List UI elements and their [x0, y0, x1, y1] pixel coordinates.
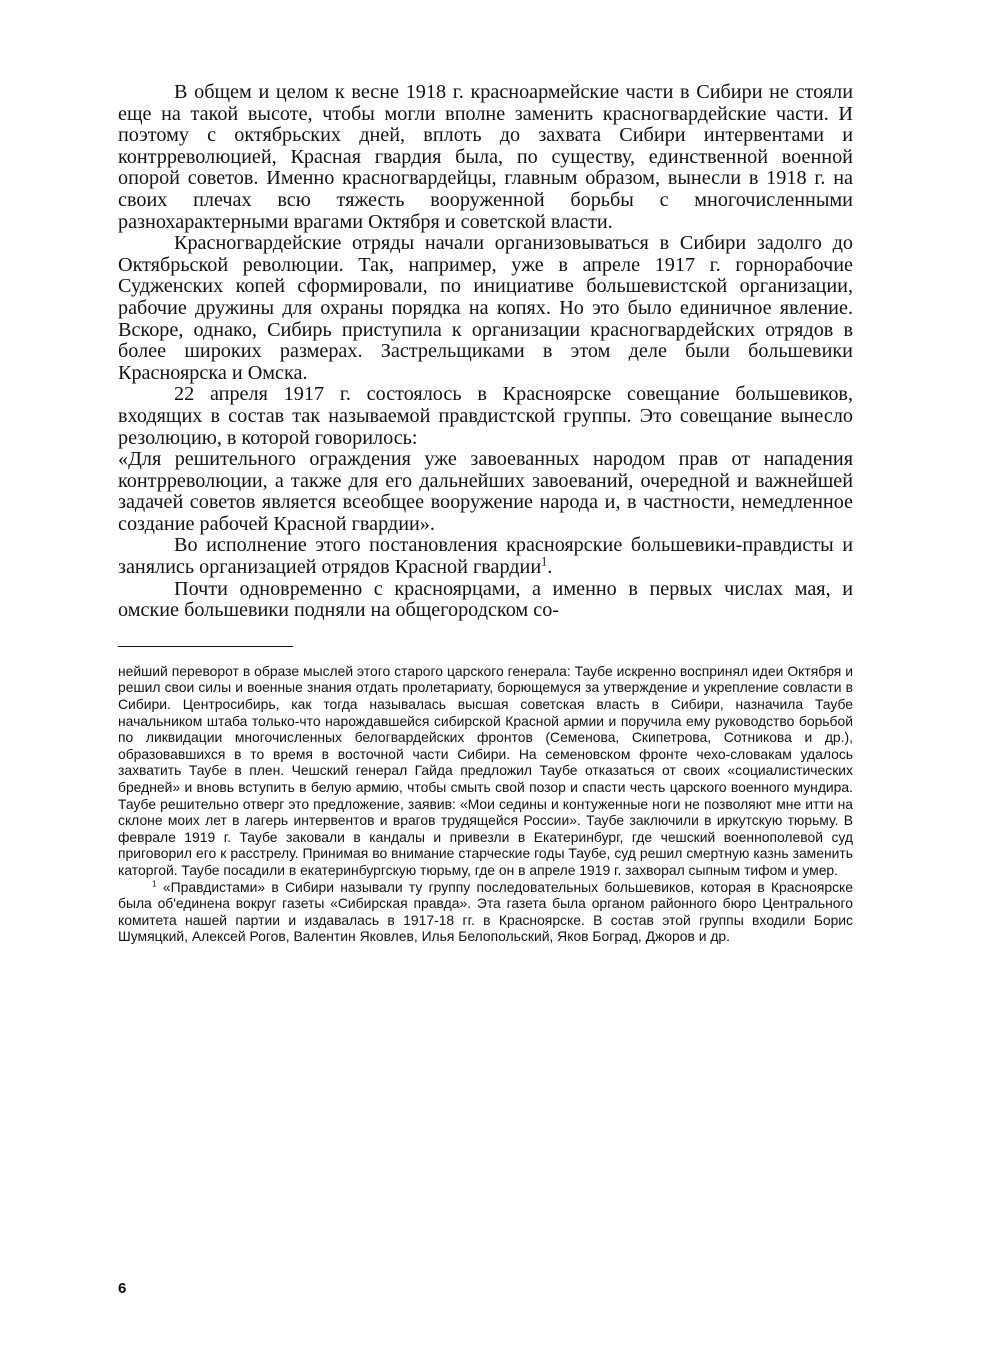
footnote-continuation: нейший переворот в образе мыслей этого старого царского генерала: Таубе искренно воспринял идеи Октября и решил свои силы и военные знания отдать пролетариату, борющемуся за утверждение и укрепление совласти в Сибири. Центросибирь, как тогда называлась высшая советская власть в Сибири, назначила Таубе начальником штаба только-что нарождавшейся сибирской Красной армии и поручила ему руководство борьбой по ликвидации многочисленных белогвардейских фронтов (Семенова, Скипетрова, Сотникова и др.), образовавшихся в то время в восточной части Сибири. На семеновском фронте чехо-словакам удалось захватить Таубе в плен. Чешский генерал Гайда предложил Таубе отказаться от своих «социалистических бредней» и вновь вступить в белую армию, чтобы смыть свой позор и спасти честь царского военного мундира. Таубе решительно отверг это предложение, заявив: «Мои седины и контуженные ноги не позволяют мне итти на склоне моих лет в лагерь интервентов и врагов трудящейся России». Таубе заключили в иркутскую тюрьму. В феврале 1919 г. Таубе заковали в кандалы и привезли в Екатеринбург, где чешский военнополевой суд приговорил его к расстрелу. Принимая во внимание старческие годы Таубе, суд решил смертную казнь заменить каторгой. Таубе посадили в екатеринбургскую тюрьму, где он в апреле 1919 г. захворал сыпным тифом и умер.: [118, 662, 853, 878]
paragraph-5: Почти одновременно с красноярцами, а именно в первых числах мая, и омские большевики подняли на общегородском со-: [118, 577, 853, 622]
page-number: 6: [118, 1280, 127, 1297]
footnote-ref: 1: [541, 554, 548, 569]
page-content: [118, 82, 853, 945]
paragraph-4: Во исполнение этого постановления красноярские большевики-правдисты и занялись организацией отрядов Красной гвардии$^1$.: [118, 534, 853, 579]
footnotes: [118, 663, 853, 945]
paragraph-3: 22 апреля 1917 г. состоялось в Красноярске совещание большевиков, входящих в состав так называемой правдистской группы. Это совещание вынесло резолюцию, в которой говорилось:: [118, 383, 853, 449]
paragraph-4-text: Во исполнение этого постановления красноярские большевики-правдисты и занялись организацией отрядов Красной гвардии: [118, 534, 853, 579]
main-text: [118, 82, 853, 622]
footnote-1-text: «Правдистами» в Сибири называли ту группу последовательных большевиков, которая в Красноярске была об'единена вокруг газеты «Сибирская правда». Эта газета была органом районного бюро Центрального комитета нашей партии и издавалась в 1917-18 гг. в Красноярске. В состав этой группы входили Борис Шумяцкий, Алексей Рогов, Валентин Яковлев, Илья Белопольский, Яков Боград, Джоров и др.: [118, 878, 853, 945]
paragraph-1: В общем и целом к весне 1918 г. красноармейские части в Сибири не стояли еще на такой высоте, чтобы могли вполне заменить красногвардейские части. И поэтому с октябрьских дней, вплоть до захвата Сибири интервентами и контрреволюцией, Красная гвардия была, по существу, единственной военной опорой советов. Именно красногвардейцы, главным образом, вынесли в 1918 г. на своих плечах всю тяжесть вооруженной борьбы с многочисленными разнохарактерными врагами Октября и советской власти.: [118, 81, 853, 233]
quote-resolution: «Для решительного ограждения уже завоеванных народом прав от нападения контрреволюции, а также для его дальнейших завоеваний, очередной и важнейшей задачей советов является всеобщее вооружение народа и, в частности, немедленное создание рабочей Красной гвардии».: [118, 448, 853, 535]
footnote-divider: [118, 646, 293, 647]
footnote-mark: 1: [152, 877, 157, 888]
footnote-1: [118, 879, 853, 945]
paragraph-2: Красногвардейские отряды начали организовываться в Сибири задолго до Октябрьской революции. Так, например, уже в апреле 1917 г. горнорабочие Судженских копей сформировали, по инициативе большевистской организации, рабочие дружины для охраны порядка на копях. Но это было единичное явление. Вскоре, однако, Сибирь приступила к организации красногвардейских отрядов в более широких размерах. Застрельщиками в этом деле были большевики Красноярска и Омска.: [118, 232, 853, 384]
